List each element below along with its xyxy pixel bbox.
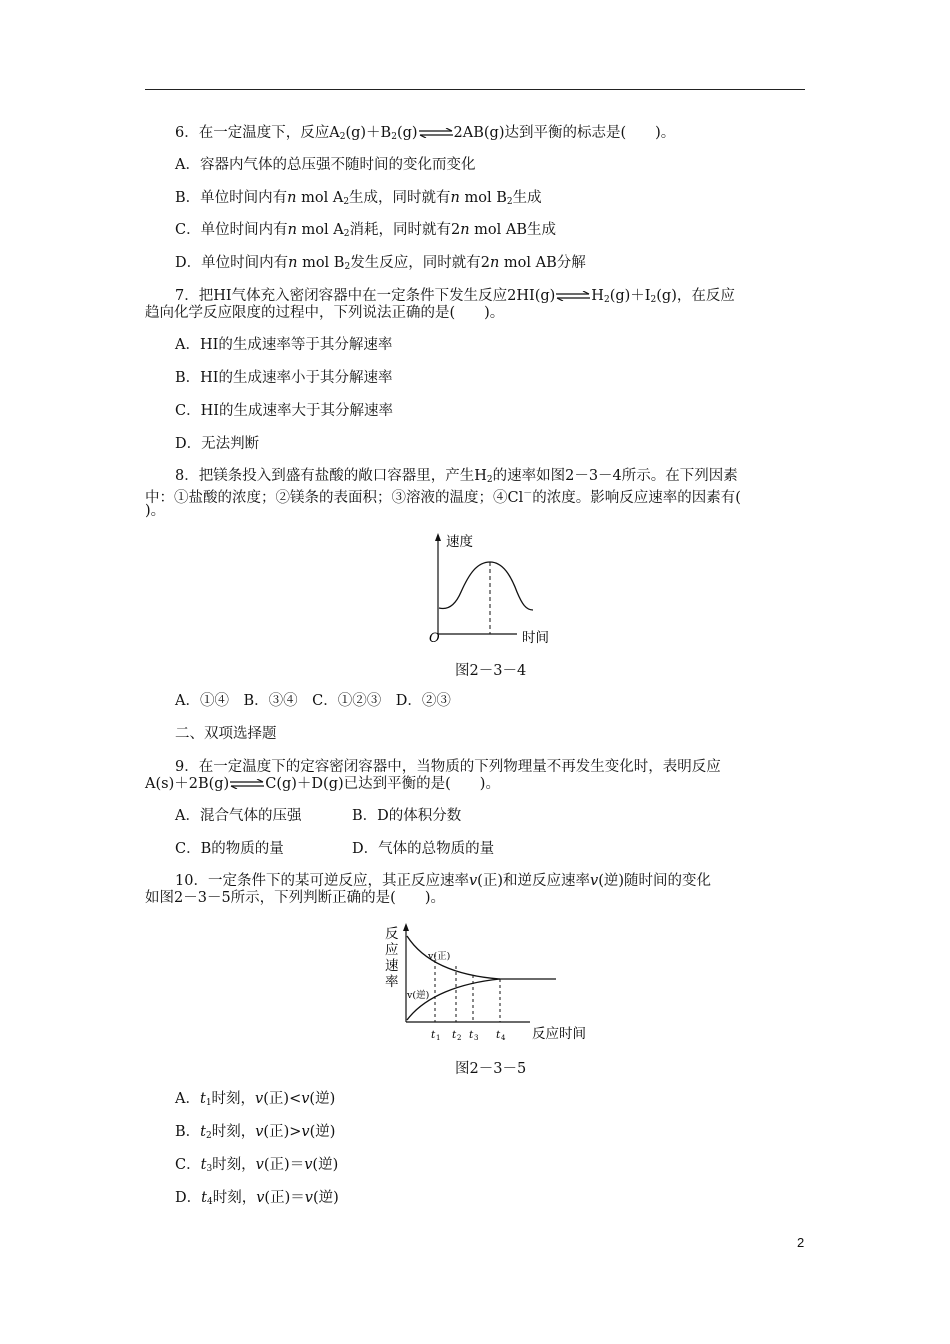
- fig1-origin: O: [429, 631, 440, 646]
- rate-time-curve-figure: [425, 530, 565, 650]
- equilibrium-arrow-icon: [556, 291, 590, 301]
- fig1-xlabel: 时间: [522, 630, 549, 646]
- fig2-t-ticks: [431, 1029, 506, 1042]
- q9-option-a: A．混合气体的压强: [175, 808, 302, 824]
- q10-stem-line1: 10．一定条件下的某可逆反应，其正反应速率v(正)和逆反应速率v(逆)随时间的变化: [175, 873, 712, 889]
- q6-option-a: A．容器内气体的总压强不随时间的变化而变化: [175, 157, 476, 173]
- fig2-forward-label: v(正): [428, 951, 451, 962]
- svg-text:应: 应: [385, 942, 399, 958]
- q9-option-d: D．气体的总物质的量: [352, 841, 495, 857]
- q8-stem-line1: 8．把镁条投入到盛有盐酸的敞口容器里，产生$H_2$的速率如图2－3－4所示。在下列因素: [175, 468, 738, 485]
- svg-text:2: 2: [457, 1034, 462, 1042]
- q7-option-d: D．无法判断: [175, 436, 260, 452]
- svg-text:t: t: [496, 1029, 501, 1041]
- q10-option-d: D．$t_4$时刻，v(正)＝v(逆): [175, 1190, 339, 1207]
- q7-option-a: A．HI的生成速率等于其分解速率: [175, 337, 393, 353]
- q7-option-b: B．HI的生成速率小于其分解速率: [175, 370, 393, 386]
- q6-option-c: C．单位时间内有n mol $A_2$消耗，同时就有2n mol AB生成: [175, 222, 557, 239]
- q7-stem-line2: 趋向化学反应限度的过程中，下列说法正确的是( )。: [145, 305, 505, 321]
- q9-stem-line2: A(s)＋2B(g) C(g)＋D(g)已达到平衡的是( )。: [145, 776, 500, 792]
- q7-option-c: C．HI的生成速率大于其分解速率: [175, 403, 393, 419]
- q6-option-b: B．单位时间内有n mol $A_2$生成，同时就有n mol $B_2$生成: [175, 190, 542, 207]
- q8-stem-line3: )。: [145, 503, 166, 519]
- page-number: 2: [797, 1235, 805, 1250]
- q8-options: A．①④ B．③④ C．①②③ D．②③: [175, 693, 451, 709]
- q9-stem-line1: 9．在一定温度下的定容密闭容器中，当物质的下列物理量不再发生变化时，表明反应: [175, 759, 721, 775]
- svg-text:t: t: [469, 1029, 474, 1041]
- q10-option-c: C．$t_3$时刻，v(正)＝v(逆): [175, 1157, 339, 1174]
- svg-text:1: 1: [436, 1034, 441, 1042]
- q10-option-b: B．$t_2$时刻，v(正)>v(逆): [175, 1124, 336, 1141]
- q6-stem: 6．在一定温度下，反应$A_2(g)+B_2(g)$ 2AB(g)达到平衡的标志是( )。: [175, 125, 676, 142]
- figure-caption-2-3-5: 图2－3－5: [455, 1061, 527, 1077]
- equilibrium-arrow-icon: [230, 779, 264, 789]
- q9-option-b: B．D的体积分数: [352, 808, 462, 824]
- section-double-choice-heading: 二、双项选择题: [175, 726, 277, 742]
- q7-stem-line1: 7．把HI气体充入密闭容器中在一定条件下发生反应2HI(g) $H_2(g)+I_2(g)$，在反应: [175, 288, 735, 305]
- svg-text:t: t: [452, 1029, 457, 1041]
- q6-option-d: D．单位时间内有n mol $B_2$发生反应，同时就有2n mol AB分解: [175, 255, 586, 272]
- svg-text:t: t: [431, 1029, 436, 1041]
- svg-text:4: 4: [501, 1034, 506, 1042]
- equilibrium-arrow-icon: [419, 128, 453, 138]
- header-rule: [145, 89, 805, 90]
- svg-text:反: 反: [385, 926, 399, 942]
- q8-stem-line2: 中：①盐酸的浓度；②镁条的表面积；③溶液的温度；④Cl－的浓度。影响反应速率的因素有(: [145, 489, 741, 506]
- svg-text:率: 率: [385, 974, 399, 990]
- svg-text:3: 3: [474, 1034, 479, 1042]
- svg-text:速: 速: [385, 958, 399, 974]
- fig2-ylabel: [385, 926, 399, 990]
- fig1-ylabel: 速度: [446, 534, 473, 550]
- q10-stem-line2: 如图2－3－5所示，下列判断正确的是( )。: [145, 890, 445, 906]
- fig2-xlabel: 反应时间: [532, 1026, 586, 1042]
- forward-reverse-rate-figure: [380, 918, 600, 1048]
- q9-option-c: C．B的物质的量: [175, 841, 284, 857]
- figure-caption-2-3-4: 图2－3－4: [455, 663, 527, 679]
- q10-option-a: A．$t_1$时刻，v(正)<v(逆): [175, 1091, 336, 1108]
- fig2-reverse-label: v(逆): [407, 990, 430, 1001]
